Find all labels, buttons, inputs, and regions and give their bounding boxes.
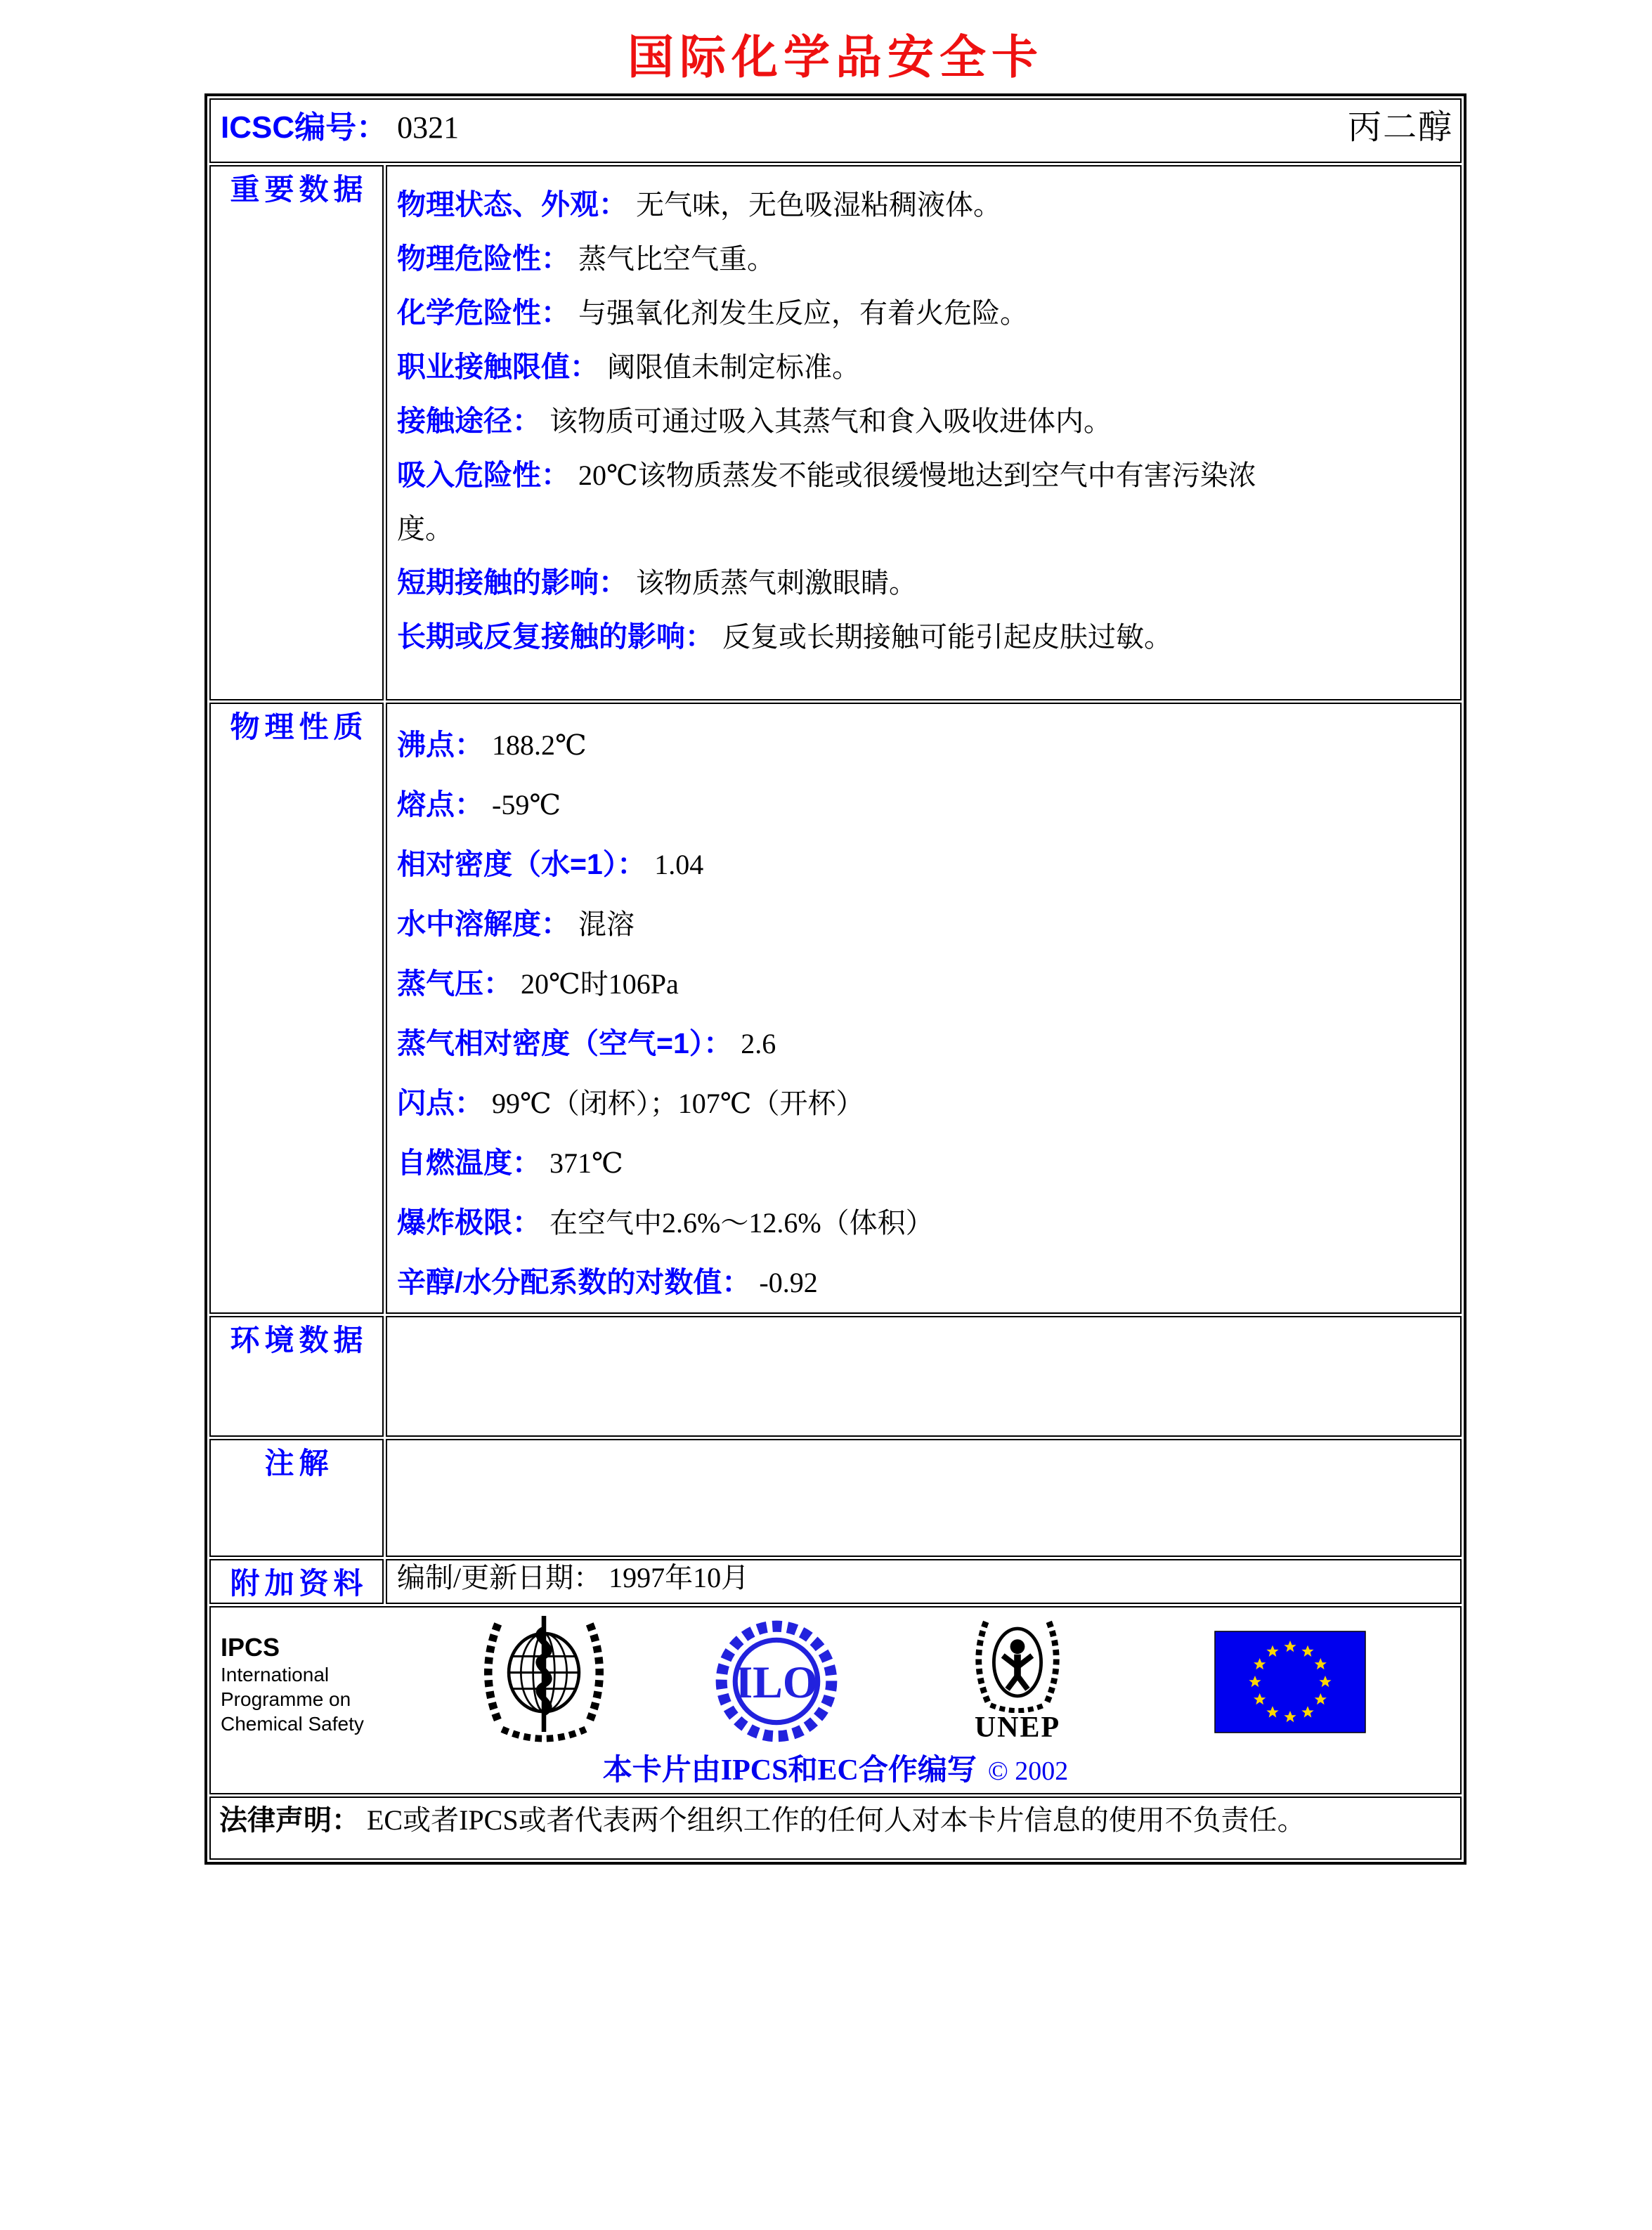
physical-line [397, 954, 1448, 1014]
logos-cell [209, 1606, 1462, 1794]
who-icon [476, 1613, 611, 1754]
ipcs-line: International [221, 1664, 330, 1685]
card-caption [211, 1747, 1460, 1789]
field-label: 长期或反复接触的影响： [397, 620, 714, 653]
field-value: 99℃（闭杯）；107℃（开杯） [492, 1088, 864, 1119]
important-line [397, 556, 1303, 610]
important-data-row [209, 165, 1462, 700]
section-label-additional: 附加资料 [209, 1559, 384, 1604]
field-label: 沸点： [397, 729, 483, 761]
physical-properties-row [209, 703, 1462, 1314]
important-line [397, 232, 1303, 286]
field-value: 1.04 [654, 849, 704, 880]
section-label-notes: 注解 [209, 1439, 384, 1557]
update-date-line [397, 1560, 1448, 1596]
section-label-physical: 物理性质 [209, 703, 384, 1314]
field-label: 吸入危险性： [397, 459, 570, 491]
important-data-content [386, 165, 1462, 700]
field-label: 蒸气相对密度（空气=1）： [397, 1027, 733, 1059]
field-value: 阈限值未制定标准。 [607, 351, 860, 383]
environment-content [386, 1316, 1462, 1437]
section-label-environment: 环境数据 [209, 1316, 384, 1437]
field-value: 反复或长期接触可能引起皮肤过敏。 [722, 621, 1172, 653]
legal-row [209, 1797, 1462, 1860]
field-value: -0.92 [759, 1267, 818, 1298]
field-value: 20℃时106Pa [521, 968, 679, 1000]
unep-icon [954, 1617, 1081, 1743]
physical-line [397, 1193, 1448, 1253]
field-label: 水中溶解度： [397, 908, 570, 940]
important-line [397, 448, 1303, 556]
notes-content [386, 1439, 1462, 1557]
physical-line [397, 775, 1448, 835]
field-value: 在空气中2.6%～12.6%（体积） [549, 1207, 934, 1239]
section-label-important: 重要数据 [209, 165, 384, 700]
icsc-number-value: 0321 [397, 110, 460, 145]
physical-line [397, 1253, 1448, 1312]
field-value: 蒸气比空气重。 [578, 243, 775, 275]
field-value: 20℃该物质蒸发不能或很缓慢地达到空气中有害污染浓度。 [397, 459, 1256, 545]
field-value: 2.6 [741, 1028, 776, 1059]
important-line [397, 610, 1303, 664]
field-label: 辛醇/水分配系数的对数值： [397, 1266, 751, 1298]
legal-notice-label: 法律声明： [219, 1805, 360, 1836]
field-label: 接触途径： [397, 405, 541, 437]
field-value: -59℃ [492, 789, 561, 821]
field-value: 该物质蒸气刺激眼睛。 [636, 567, 917, 599]
ipcs-line: Chemical Safety [221, 1713, 364, 1735]
legal-notice-text: EC或者IPCS或者代表两个组织工作的任何人对本卡片信息的使用不负责任。 [367, 1804, 1306, 1836]
important-line [397, 394, 1303, 448]
field-value: 该物质可通过吸入其蒸气和食入吸收进体内。 [549, 405, 1112, 437]
update-date-label: 编制/更新日期： [397, 1562, 602, 1593]
header-row [209, 98, 1462, 163]
ipcs-text-block [221, 1633, 364, 1736]
physical-properties-content [386, 703, 1462, 1314]
notes-row [209, 1439, 1462, 1557]
field-value: 无气味，无色吸湿粘稠液体。 [636, 189, 1001, 221]
unep-letters: UNEP [974, 1711, 1061, 1744]
field-label: 物理危险性： [397, 242, 570, 275]
important-line [397, 340, 1303, 394]
additional-info-row [209, 1559, 1462, 1604]
field-label: 相对密度（水=1）： [397, 848, 646, 880]
ilo-icon [714, 1619, 839, 1747]
chemical-name: 丙二醇 [1347, 109, 1453, 146]
field-label: 蒸气压： [397, 967, 512, 1000]
update-date-value: 1997年10月 [609, 1562, 750, 1593]
field-value: 188.2℃ [492, 729, 587, 761]
field-label: 物理状态、外观： [397, 188, 627, 221]
ilo-letters: ILO [735, 1657, 818, 1708]
physical-line [397, 835, 1448, 894]
icsc-number-group [221, 102, 459, 147]
additional-info-content [386, 1559, 1462, 1604]
field-label: 职业接触限值： [397, 351, 599, 383]
field-label: 化学危险性： [397, 296, 570, 329]
field-value: 与强氧化剂发生反应，有着火危险。 [578, 297, 1028, 329]
physical-line [397, 894, 1448, 954]
logos-row [209, 1606, 1462, 1794]
icsc-number-label: ICSC编号： [221, 110, 388, 145]
physical-line [397, 1133, 1448, 1193]
header-cell [209, 98, 1462, 163]
environment-row [209, 1316, 1462, 1437]
icsc-card-table [204, 93, 1466, 1865]
important-line [397, 178, 1303, 232]
field-label: 爆炸极限： [397, 1206, 541, 1239]
field-value: 混溶 [578, 908, 635, 940]
field-value: 371℃ [549, 1147, 623, 1179]
physical-line [397, 715, 1448, 775]
ipcs-acronym: IPCS [221, 1633, 280, 1662]
field-label: 自燃温度： [397, 1147, 541, 1179]
physical-line [397, 1074, 1448, 1133]
eu-flag-icon [1214, 1631, 1366, 1737]
caption-text: 本卡片由IPCS和EC合作编写 [602, 1754, 977, 1787]
important-line [397, 286, 1303, 340]
legal-cell [209, 1797, 1462, 1860]
caption-year: © 2002 [987, 1756, 1069, 1786]
ipcs-line: Programme on [221, 1688, 351, 1710]
page-title: 国际化学品安全卡 [627, 32, 1043, 84]
physical-line [397, 1014, 1448, 1074]
field-label: 短期接触的影响： [397, 566, 627, 599]
field-label: 熔点： [397, 788, 483, 821]
field-label: 闪点： [397, 1087, 483, 1119]
